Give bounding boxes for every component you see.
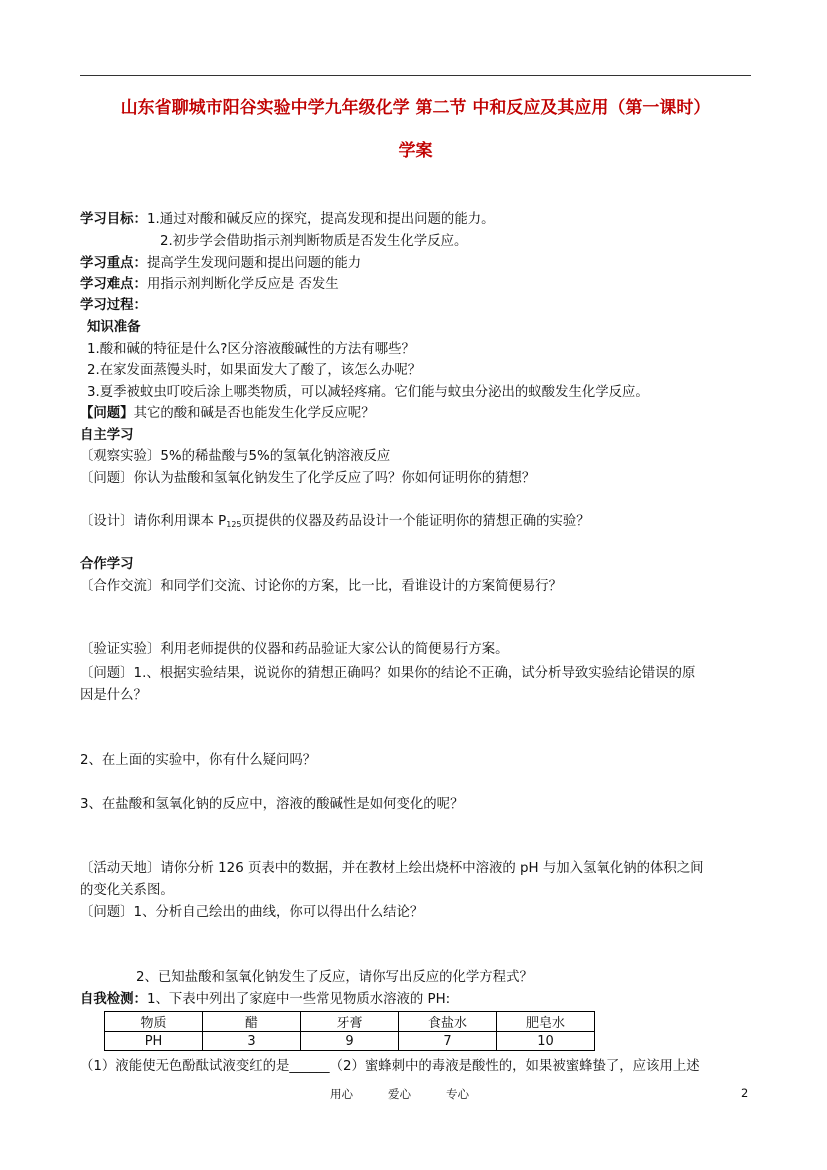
difficulty-text: 用指示剂判断化学反应是 否发生	[146, 277, 339, 292]
design-prefix: 〔设计〕请你利用课本 P	[80, 514, 227, 529]
question-2-line-a: 〔问题〕1.、根据实验结果，说说你的猜想正确吗？如果你的结论不正确，试分析导致实验结论错误的原	[80, 666, 696, 681]
key-point-row	[80, 254, 361, 274]
question-change: 3、在盐酸和氢氧化钠的反应中，溶液的酸碱性是如何变化的呢？	[80, 797, 464, 812]
goal-label: 学习目标：	[80, 212, 147, 227]
table-cell: 3	[203, 1032, 301, 1051]
key-label: 学习重点：	[80, 256, 147, 271]
design-page-sub: 125	[226, 520, 242, 529]
coop-text: 〔合作交流〕和同学们交流、讨论你的方案，比一比，看谁设计的方案简便易行？	[80, 579, 563, 594]
question-doubt: 2、在上面的实验中，你有什么疑问吗？	[80, 753, 317, 768]
table-cell: 7	[399, 1032, 497, 1051]
table-header-cell: 牙膏	[301, 1012, 399, 1032]
table-header-cell: 食盐水	[399, 1012, 497, 1032]
issue-label: 【问题】	[80, 406, 134, 421]
page-number: 2	[741, 1086, 749, 1100]
activity-line-a: 〔活动天地〕请你分析 126 页表中的数据，并在教材上绘出烧杯中溶液的 pH 与加入氢氧化钠的体积之间	[80, 861, 704, 876]
test-label: 自我检测：	[80, 992, 147, 1007]
header-rule	[80, 75, 751, 76]
coop-heading: 合作学习	[80, 557, 134, 572]
key-text: 提高学生发现问题和提出问题的能力	[146, 256, 362, 271]
table-cell: PH	[105, 1032, 203, 1051]
footer-word-3: 专心	[446, 1087, 469, 1101]
footer-word-2: 爱心	[388, 1087, 411, 1101]
document-subtitle: 学案	[398, 141, 433, 161]
table-header-cell: 肥皂水	[497, 1012, 595, 1032]
design-task	[80, 512, 590, 535]
issue-text: 其它的酸和碱是否也能发生化学反应呢？	[133, 406, 375, 421]
ph-table	[104, 1011, 595, 1051]
exercise-line: （1）液能使无色酚酞试液变红的是______（2）蜜蜂刺中的毒液是酸性的，如果被蜜蜂蛰了，应该用上述	[80, 1059, 700, 1074]
table-header-cell: 醋	[203, 1012, 301, 1032]
question-3: 〔问题〕1、分析自己绘出的曲线，你可以得出什么结论？	[80, 905, 424, 920]
design-suffix: 页提供的仪器及药品设计一个能证明你的猜想正确的实验？	[241, 514, 590, 529]
self-study-heading: 自主学习	[80, 428, 134, 443]
observe-experiment: 〔观察实验〕5%的稀盐酸与5%的氢氧化钠溶液反应	[80, 449, 391, 464]
activity-line-b: 的变化关系图。	[80, 883, 174, 898]
equation-question: 2、已知盐酸和氢氧化钠发生了反应，请你写出反应的化学方程式？	[136, 970, 533, 985]
self-test-row	[80, 990, 450, 1010]
issue-row	[80, 404, 375, 424]
prep-heading: 知识准备	[87, 320, 141, 335]
table-header-row	[105, 1012, 595, 1032]
table-cell: 9	[301, 1032, 399, 1051]
goal-2: 2.初步学会借助指示剂判断物质是否发生化学反应。	[160, 234, 468, 249]
footer-word-1: 用心	[330, 1087, 353, 1101]
table-header-cell: 物质	[105, 1012, 203, 1032]
process-label: 学习过程：	[80, 298, 147, 313]
table-cell: 10	[497, 1032, 595, 1051]
verify-experiment: 〔验证实验〕利用老师提供的仪器和药品验证大家公认的简便易行方案。	[80, 642, 509, 657]
test-text: 1、下表中列出了家庭中一些常见物质水溶液的 PH:	[146, 992, 451, 1007]
question-1: 〔问题〕你认为盐酸和氢氧化钠发生了化学反应了吗？你如何证明你的猜想？	[80, 471, 536, 486]
learning-goal-row	[80, 210, 495, 230]
goal-1: 1.通过对酸和碱反应的探究，提高发现和提出问题的能力。	[146, 212, 495, 227]
document-title: 山东省聊城市阳谷实验中学九年级化学 第二节 中和反应及其应用（第一课时）	[120, 98, 711, 118]
prep-question-1: 1.酸和碱的特征是什么?区分溶液酸碱性的方法有哪些？	[87, 342, 415, 357]
prep-question-2: 2.在家发面蒸馒头时，如果面发大了酸了，该怎么办呢？	[87, 363, 422, 378]
difficulty-label: 学习难点：	[80, 277, 147, 292]
table-row	[105, 1032, 595, 1051]
difficulty-row	[80, 275, 339, 295]
question-2-line-b: 因是什么？	[80, 688, 147, 703]
prep-question-3: 3.夏季被蚊虫叮咬后涂上哪类物质，可以减轻疼痛。它们能与蚊虫分泌出的蚁酸发生化学反应。	[87, 385, 649, 400]
